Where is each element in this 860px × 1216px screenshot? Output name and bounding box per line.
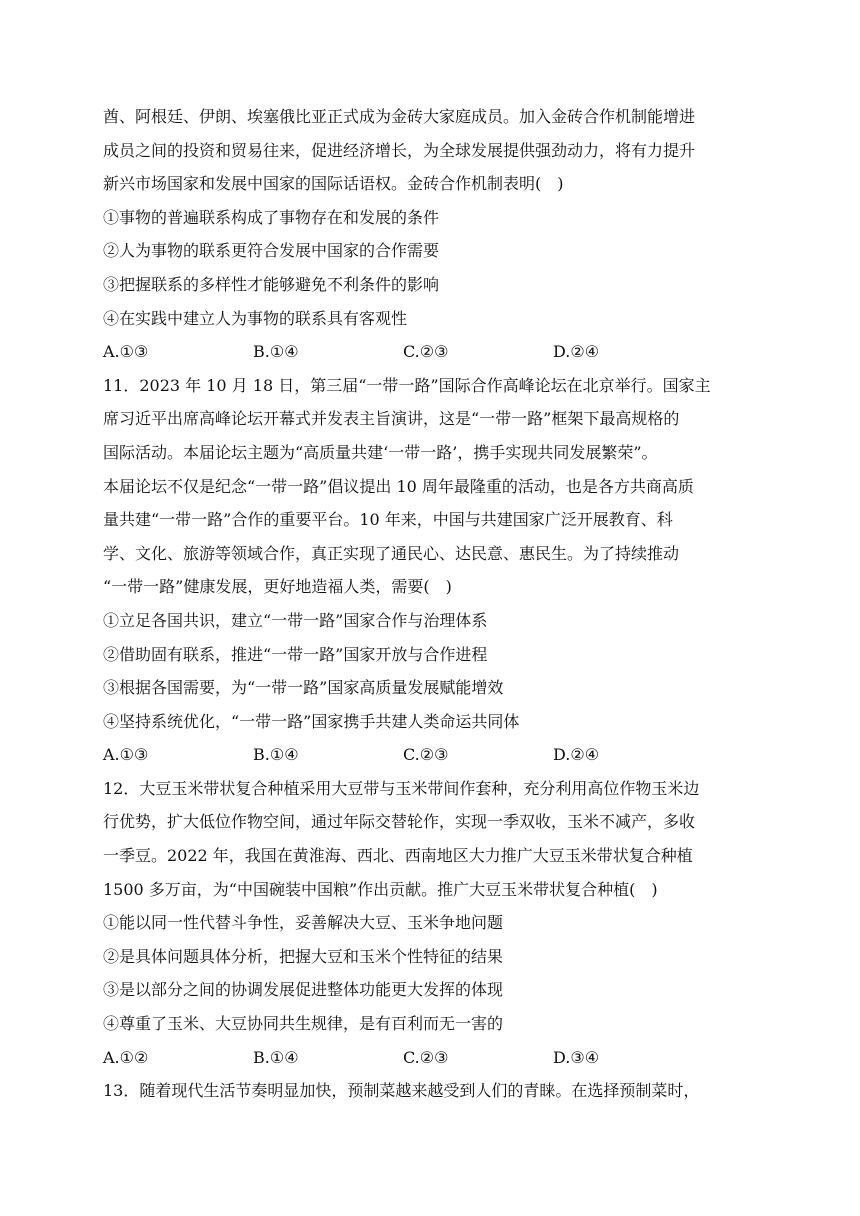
- question-12-options: [103, 1041, 763, 1075]
- option-a: A.①③: [103, 342, 149, 362]
- stem-line: 新兴市场国家和发展中国家的国际话语权。金砖合作机制表明( ): [103, 174, 564, 194]
- stem-line: 国际活动。本届论坛主题为“高质量共建‘一带一路’，携手实现共同发展繁荣”。: [103, 442, 658, 462]
- statement: ④在实践中建立人为事物的联系具有客观性: [103, 308, 408, 328]
- option-b: B.①④: [253, 1047, 299, 1067]
- stem-line: 11．2023 年 10 月 18 日，第三届“一带一路”国际合作高峰论坛在北京举行。国家主: [103, 375, 711, 395]
- option-d: D.③④: [553, 1047, 600, 1067]
- statement: ①能以同一性代替斗争性，妥善解决大豆、玉米争地问题: [103, 913, 504, 933]
- option-d: D.②④: [553, 745, 600, 765]
- stem-line: 席习近平出席高峰论坛开幕式并发表主旨演讲，这是“一带一路”框架下最高规格的: [103, 409, 680, 429]
- statement: ②人为事物的联系更符合发展中国家的合作需要: [103, 241, 440, 261]
- option-c: C.②③: [403, 342, 449, 362]
- stem-line: “一带一路”健康发展，更好地造福人类，需要( ): [103, 577, 452, 597]
- stem-line: 成员之间的投资和贸易往来，促进经济增长，为全球发展提供强劲动力，将有力提升: [103, 140, 696, 160]
- question-content: [103, 100, 763, 1108]
- stem-line: 一季豆。2022 年，我国在黄淮海、西北、西南地区大力推广大豆玉米带状复合种植: [103, 846, 693, 866]
- question-10-options: [103, 335, 763, 369]
- statement: ③是以部分之间的协调发展促进整体功能更大发挥的体现: [103, 980, 504, 1000]
- option-a: A.①③: [103, 745, 149, 765]
- statement: ③根据各国需要，为“一带一路”国家高质量发展赋能增效: [103, 678, 504, 698]
- stem-line: 学、文化、旅游等领域合作，真正实现了通民心、达民意、惠民生。为了持续推动: [103, 543, 680, 563]
- stem-line: 本届论坛不仅是纪念“一带一路”倡议提出 10 周年最隆重的活动，也是各方共商高质: [103, 476, 694, 496]
- statement: ②借助固有联系，推进“一带一路”国家开放与合作进程: [103, 644, 488, 664]
- option-b: B.①④: [253, 745, 299, 765]
- stem-line: 1500 多万亩，为“中国碗装中国粮”作出贡献。推广大豆玉米带状复合种植( ): [103, 879, 658, 899]
- question-11-statements: [103, 604, 763, 738]
- option-c: C.②③: [403, 745, 449, 765]
- statement: ④尊重了玉米、大豆协同共生规律，是有百利而无一害的: [103, 1014, 504, 1034]
- statement: ①事物的普遍联系构成了事物存在和发展的条件: [103, 207, 440, 227]
- question-12-statements: [103, 906, 763, 1040]
- option-b: B.①④: [253, 342, 299, 362]
- stem-line: 行优势，扩大低位作物空间，通过年际交替轮作，实现一季双收，玉米不减产，多收: [103, 812, 696, 832]
- statement: ①立足各国共识，建立“一带一路”国家合作与治理体系: [103, 610, 488, 630]
- stem-line: 12．大豆玉米带状复合种植采用大豆带与玉米带间作套种，充分利用高位作物玉米边: [103, 778, 700, 798]
- statement: ③把握联系的多样性才能够避免不利条件的影响: [103, 274, 440, 294]
- option-d: D.②④: [553, 342, 600, 362]
- question-11-options: [103, 738, 763, 772]
- question-12-stem: [103, 772, 763, 906]
- statement: ②是具体问题具体分析，把握大豆和玉米个性特征的结果: [103, 946, 504, 966]
- question-11-stem: [103, 369, 763, 604]
- question-10-statements: [103, 201, 763, 335]
- question-10-stem: [103, 100, 763, 201]
- stem-line: 酋、阿根廷、伊朗、埃塞俄比亚正式成为金砖大家庭成员。加入金砖合作机制能增进: [103, 107, 696, 126]
- option-a: A.①②: [103, 1047, 149, 1067]
- question-13-stem: [103, 1074, 763, 1108]
- stem-line: 量共建“一带一路”合作的重要平台。10 年来，中国与共建国家广泛开展教育、科: [103, 510, 673, 530]
- statement: ④坚持系统优化，“一带一路”国家携手共建人类命运共同体: [103, 711, 520, 731]
- option-c: C.②③: [403, 1047, 449, 1067]
- stem-line: 13．随着现代生活节奏明显加快，预制菜越来越受到人们的青睐。在选择预制菜时，: [103, 1081, 700, 1101]
